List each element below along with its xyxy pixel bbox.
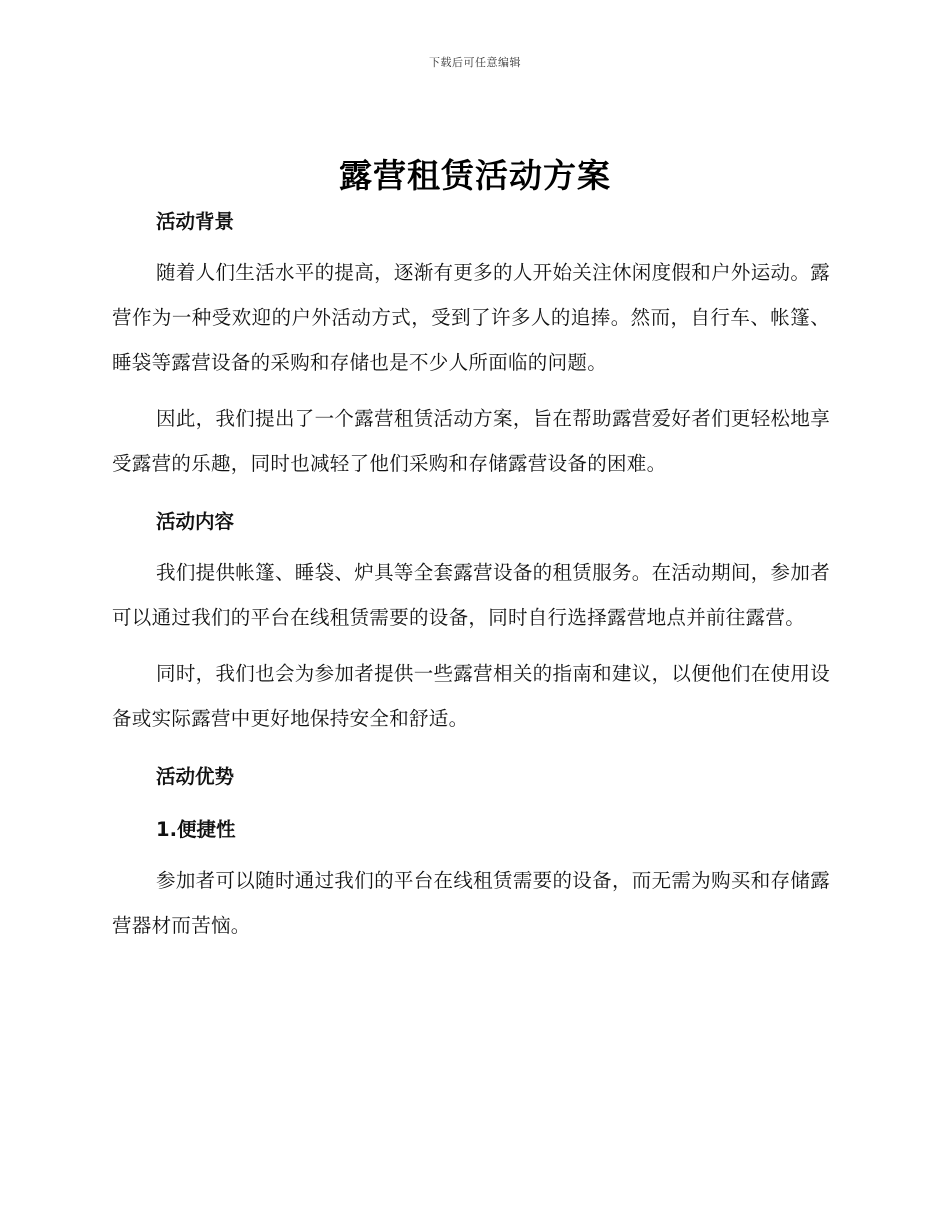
section-heading-content: 活动内容 bbox=[156, 510, 235, 533]
paragraph-content-1: 我们提供帐篷、睡袋、炉具等全套露营设备的租赁服务。在活动期间，参加者可以通过我们的平台在线租赁需要的设备，同时自行选择露营地点并前往露营。 bbox=[112, 561, 830, 629]
subheading-convenience: 1.便捷性 bbox=[156, 818, 236, 841]
header-note: 下载后可任意编辑 bbox=[429, 56, 521, 69]
paragraph-content-2: 同时，我们也会为参加者提供一些露营相关的指南和建议，以便他们在使用设备或实际露营中更好地保持安全和舒适。 bbox=[112, 662, 830, 730]
section-heading-advantages: 活动优势 bbox=[156, 765, 235, 788]
section-heading-background: 活动背景 bbox=[156, 210, 235, 233]
document-body bbox=[112, 205, 830, 948]
paragraph-background-2: 因此，我们提出了一个露营租赁活动方案，旨在帮助露营爱好者们更轻松地享受露营的乐趣，同时也减轻了他们采购和存储露营设备的困难。 bbox=[112, 407, 830, 475]
paragraph-background-1: 随着人们生活水平的提高，逐渐有更多的人开始关注休闲度假和户外运动。露营作为一种受欢迎的户外活动方式，受到了许多人的追捧。然而，自行车、帐篷、睡袋等露营设备的采购和存储也是不少人所面临的问题。 bbox=[112, 261, 830, 374]
document-title: 露营租赁活动方案 bbox=[339, 156, 611, 195]
paragraph-advantages-1: 参加者可以随时通过我们的平台在线租赁需要的设备，而无需为购买和存储露营器材而苦恼。 bbox=[112, 869, 830, 937]
